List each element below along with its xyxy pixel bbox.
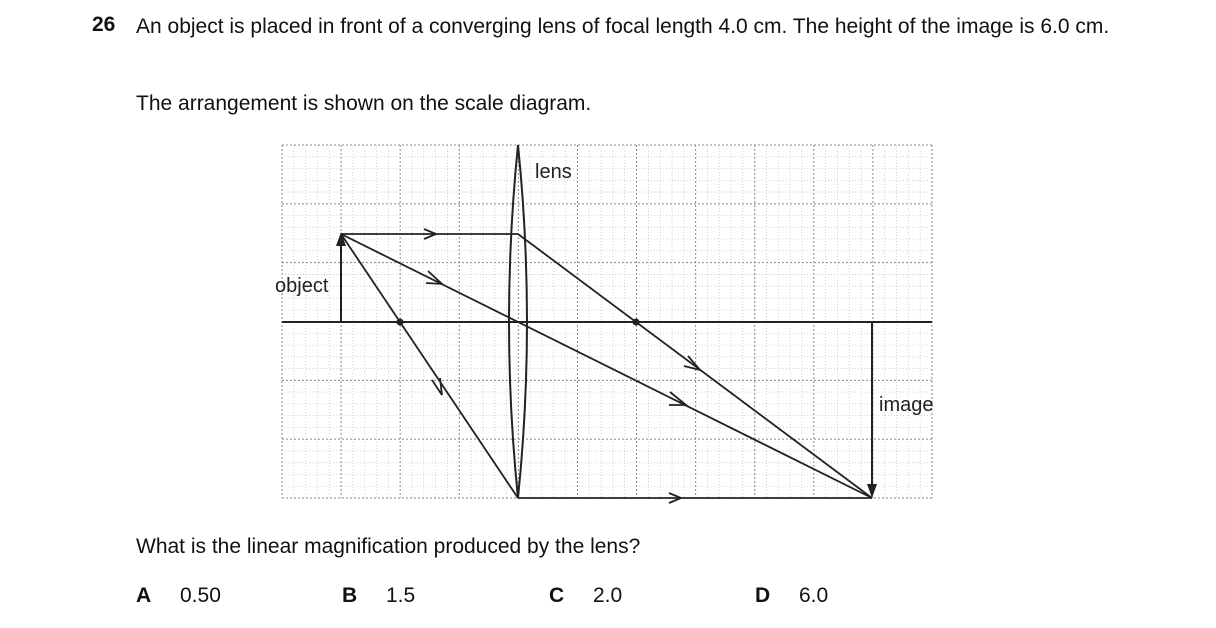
option-value: 0.50 [180, 584, 221, 607]
option-c[interactable] [549, 584, 623, 608]
focal-point-right [633, 319, 640, 326]
option-value: 2.0 [593, 584, 623, 607]
question-prompt: What is the linear magnification produced by the lens? [136, 535, 641, 558]
question-intro: The arrangement is shown on the scale diagram. [136, 92, 592, 115]
ray-through-centre [341, 234, 872, 498]
option-a[interactable] [136, 584, 221, 608]
question-number: 26 [92, 13, 116, 36]
option-letter: A [136, 584, 152, 607]
option-b[interactable] [342, 584, 416, 608]
image-label: image [879, 394, 934, 416]
object-label: object [275, 275, 329, 297]
option-letter: D [755, 584, 771, 607]
option-value: 1.5 [386, 584, 416, 607]
option-d[interactable] [755, 584, 829, 608]
focal-point-left [397, 319, 404, 326]
option-value: 6.0 [799, 584, 829, 607]
lens-label: lens [535, 161, 572, 183]
option-letter: C [549, 584, 565, 607]
question-text: An object is placed in front of a converging lens of focal length 4.0 cm. The height of the image is 6.0 cm. [136, 15, 1110, 38]
option-letter: B [342, 584, 358, 607]
